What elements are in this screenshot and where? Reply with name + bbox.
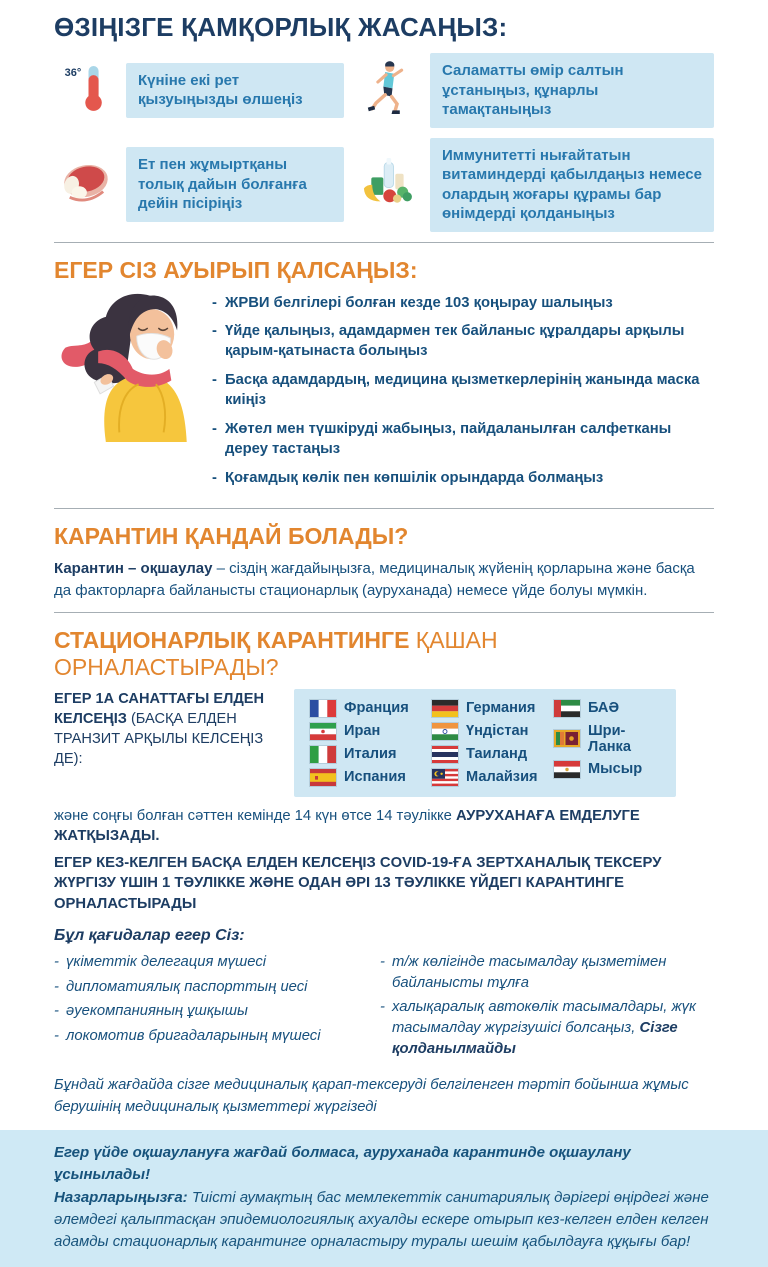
country-item	[310, 746, 424, 763]
flag-th-icon	[432, 746, 458, 763]
exceptions-title: Бұл қағидалар егер Сіз:	[54, 926, 245, 944]
thermometer-degrees-label: 36°	[64, 66, 82, 79]
exception-item: - әуекомпанияның ұшқышы	[54, 1001, 354, 1022]
flag-ir-icon	[310, 723, 336, 740]
flag-column	[554, 700, 668, 786]
country-item	[554, 700, 668, 717]
country-name: Шри-Ланка	[588, 722, 631, 755]
flag-de-icon	[432, 700, 458, 717]
meat-eggs-icon	[54, 160, 116, 209]
employer-note: Бұндай жағдайда сізге медициналық қарап-тексеруді белгіленген тәртіп бойынша жұмыс берушінің медициналық қызметтері жүргізеді	[54, 1077, 689, 1115]
exceptions-list-right	[380, 952, 714, 1064]
care-tip-text: Иммунитетті нығайтатын витаминдерді қабылдаңыз немесе олардың жоғары құрамы бар өнімдерді қолданыңыз	[430, 138, 714, 232]
exception-item: - үкіметтік делегация мүшесі	[54, 952, 354, 973]
country-name: Иран	[344, 723, 381, 740]
category-1a-label	[54, 689, 280, 797]
stationary-title	[54, 627, 714, 681]
country-item	[554, 723, 668, 755]
sick-instruction-item: - Үйде қалыңыз, адамдармен тек байланыс құралдары арқылы қарым-қатынаста болыңыз	[212, 322, 714, 362]
exception-item: - локомотив бригадаларының мүшесі	[54, 1026, 354, 1047]
country-name: Таиланд	[466, 746, 528, 763]
care-tip-text: Күніне екі рет қызуыңызды өлшеңіз	[126, 63, 344, 118]
runner-icon	[354, 60, 420, 120]
country-item	[432, 769, 546, 786]
section-divider	[54, 508, 714, 509]
flag-lk-icon	[554, 730, 580, 747]
section-if-sick	[0, 253, 768, 499]
country-name: Үндістан	[466, 723, 529, 740]
country-flags-list	[294, 689, 676, 797]
country-item	[310, 723, 424, 740]
stationary-title-bold: СТАЦИОНАРЛЫҚ КАРАНТИНГЕ	[54, 626, 410, 653]
exceptions-list-left	[54, 952, 354, 1064]
hospital-rule	[54, 807, 714, 847]
footer-line2-rest: Тиісті аумақтың бас мемлекеттік санитариялық дәрігері өңірдегі және әлемдегі қалыптасқан эпидемиологиялық ахуалды ескере отырып кез-келген елден келген адамды стационарлық карантинге орналастыру туралы шешім қабылдауға құқығы бар!	[54, 1188, 709, 1250]
self-care-title: ӨЗІҢІЗГЕ ҚАМҚОРЛЫҚ ЖАСАҢЫЗ:	[54, 12, 508, 42]
section-exceptions	[0, 925, 768, 1130]
quarantine-what-title: КАРАНТИН ҚАНДАЙ БОЛАДЫ?	[54, 523, 409, 550]
sick-instruction-item: - Қоғамдық көлік пен көпшілік орындарда болмаңыз	[212, 469, 714, 489]
flag-es-icon	[310, 769, 336, 786]
flag-my-icon	[432, 769, 458, 786]
care-tip-text: Саламатты өмір салтын ұстаныңыз, құнарлы тамақтаныңыз	[430, 53, 714, 128]
footer-notice	[0, 1130, 768, 1267]
coughing-woman-icon	[54, 288, 206, 447]
exception-item: - т/ж көлігінде тасымалдау қызметімен байланысты тұлға	[380, 952, 714, 993]
footer-line2-lead: Назарларыңызға:	[54, 1188, 188, 1206]
if-sick-title: ЕГЕР СІЗ АУЫРЫП ҚАЛСАҢЫЗ:	[54, 256, 418, 283]
exception-item: - дипломатиялық паспорттың иесі	[54, 977, 354, 998]
care-tip-text: Ет пен жұмыртқаны толық дайын болғанға дейін пісіріңіз	[126, 147, 344, 222]
country-item	[554, 761, 668, 778]
category-1a-rest: (БАСҚА ЕЛДЕН ТРАНЗИТ АРҚЫЛЫ КЕЛСЕҢІЗ ДЕ):	[54, 710, 264, 768]
country-name: Италия	[344, 746, 397, 763]
country-item	[432, 723, 546, 740]
countries-block	[54, 689, 714, 797]
section-quarantine-what	[0, 519, 768, 602]
country-item	[310, 700, 424, 717]
flag-column	[310, 700, 424, 786]
hospital-rule-bold: АУРУХАНАҒА ЕМДЕЛУГЕ ЖАТҚЫЗАДЫ.	[54, 807, 640, 844]
country-name: Испания	[344, 769, 406, 786]
flag-ae-icon	[554, 700, 580, 717]
section-divider	[54, 612, 714, 613]
country-item	[432, 700, 546, 717]
sick-instruction-item: - ЖРВИ белгілері болған кезде 103 қоңырау шалыңыз	[212, 294, 714, 314]
section-divider	[54, 242, 714, 243]
stationary-title-rest: ҚАШАН ОРНАЛАСТЫРАДЫ?	[54, 626, 498, 680]
quarantine-rest: – сіздің жағдайыңызға, медициналық жүйенің қорларына және басқа да факторларға байланысты стационарлық (ауруханада) немесе үйде болуы мүмкін.	[54, 560, 695, 599]
category-1a-bold: ЕГЕР 1А САНАТТАҒЫ ЕЛДЕН КЕЛСЕҢІЗ	[54, 690, 265, 727]
sick-instructions-list	[206, 294, 714, 499]
flag-fr-icon	[310, 700, 336, 717]
hospital-rule-regular: және соңғы болған сәттен кемінде 14 күн өтсе 14 тәулікке	[54, 807, 457, 824]
care-tips-grid	[54, 53, 714, 232]
footer-line1: Егер үйде оқшаулануға жағдай болмаса, ауруханада карантинде оқшаулану ұсынылады!	[54, 1144, 631, 1184]
sick-instruction-item: - Жөтел мен түшкіруді жабыңыз, пайдаланылған салфетканы дереу тастаңыз	[212, 420, 714, 460]
country-item	[432, 746, 546, 763]
flag-it-icon	[310, 746, 336, 763]
country-name: Малайзия	[466, 769, 538, 786]
flag-eg-icon	[554, 761, 580, 778]
quarantine-lead: Карантин – оқшаулау	[54, 560, 213, 578]
flag-column	[432, 700, 546, 786]
country-name: Мысыр	[588, 761, 643, 778]
section-self-care	[0, 0, 768, 232]
flag-in-icon	[432, 723, 458, 740]
footer-line2	[54, 1187, 714, 1254]
country-name: Германия	[466, 700, 536, 717]
sick-instruction-item: - Басқа адамдардың, медицина қызметкерлерінің жанында маска киіңіз	[212, 371, 714, 411]
country-name: БАӘ	[588, 700, 620, 717]
home-quarantine-rule: ЕГЕР КЕЗ-КЕЛГЕН БАСҚА ЕЛДЕН КЕЛСЕҢІЗ COVID-19-ҒА ЗЕРТХАНАЛЫҚ ТЕКСЕРУ ЖҮРГІЗУ ҮШІН 1 ТӘУЛІККЕ ЖӘНЕ ОДАН ӘРІ 13 ТӘУЛІККЕ ҮЙДЕГІ КАРАНТИНГЕ ОРНАЛАСТЫРАДЫ	[54, 854, 662, 913]
section-stationary-quarantine	[0, 623, 768, 925]
groceries-icon	[354, 158, 420, 211]
country-item	[310, 769, 424, 786]
exception-item: - халықаралық автокөлік тасымалдары, жүк тасымалдау жүргізушісі болсаңыз, Сізге қолданылмайды	[380, 997, 714, 1059]
country-name: Франция	[344, 700, 409, 717]
thermometer-icon	[54, 63, 116, 118]
quarantine-description	[54, 558, 714, 602]
